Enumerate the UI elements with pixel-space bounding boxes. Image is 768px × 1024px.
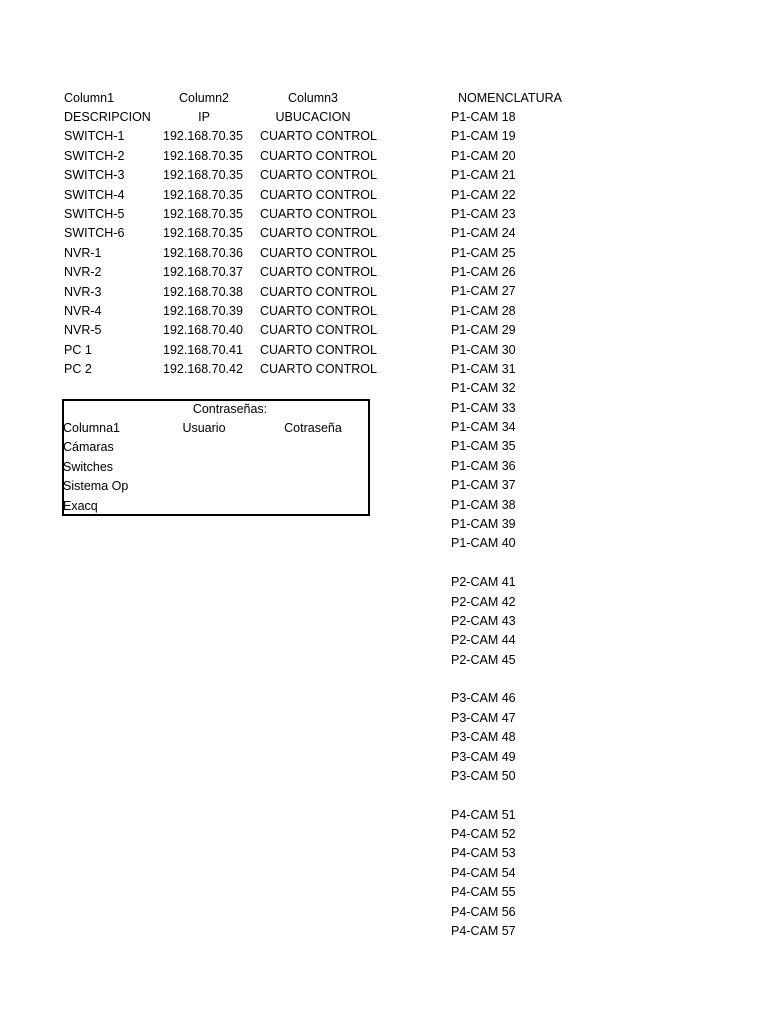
nomenclature-camera-item: P4-CAM 57 <box>451 924 516 938</box>
main-table-location-cell: CUARTO CONTROL <box>260 362 377 376</box>
nomenclature-camera-item: P4-CAM 56 <box>451 905 516 919</box>
main-table-description-cell: PC 2 <box>64 362 92 376</box>
main-table-ip-cell: 192.168.70.38 <box>163 285 243 299</box>
main-table-description-cell: SWITCH-3 <box>64 168 125 182</box>
nomenclature-camera-item: P1-CAM 18 <box>451 110 516 124</box>
main-table-subheader-description-cell: DESCRIPCION <box>64 110 151 124</box>
main-table-location-cell: CUARTO CONTROL <box>260 168 377 182</box>
main-table-ip-cell: 192.168.70.37 <box>163 265 243 279</box>
nomenclature-camera-item: P3-CAM 46 <box>451 691 516 705</box>
passwords-table-header-cotrasena: Cotraseña <box>284 421 342 435</box>
main-table-location-cell: CUARTO CONTROL <box>260 265 377 279</box>
main-table-subheader-ip-cell: IP <box>198 110 210 124</box>
main-table-ip-cell: 192.168.70.39 <box>163 304 243 318</box>
main-table-header-column1: Column1 <box>64 91 115 105</box>
nomenclature-camera-item: P2-CAM 42 <box>451 595 516 609</box>
passwords-table-row-label: Sistema Op <box>63 479 129 493</box>
nomenclature-camera-item: P1-CAM 24 <box>451 226 516 240</box>
passwords-table-header-usuario: Usuario <box>182 421 226 435</box>
nomenclature-camera-item: P1-CAM 29 <box>451 323 516 337</box>
main-table-ip-cell: 192.168.70.40 <box>163 323 243 337</box>
main-table-location-cell: CUARTO CONTROL <box>260 226 377 240</box>
passwords-table-header-columna1: Columna1 <box>63 421 120 435</box>
nomenclature-camera-item: P1-CAM 21 <box>451 168 516 182</box>
main-table-description-cell: NVR-5 <box>64 323 102 337</box>
nomenclature-camera-item: P1-CAM 40 <box>451 536 516 550</box>
main-table-ip-cell: 192.168.70.42 <box>163 362 243 376</box>
nomenclature-camera-item: P1-CAM 36 <box>451 459 516 473</box>
main-table-ip-cell: 192.168.70.41 <box>163 343 243 357</box>
passwords-table-title: Contraseñas: <box>192 402 268 416</box>
nomenclature-camera-item: P1-CAM 27 <box>451 284 516 298</box>
main-table-description-cell: SWITCH-5 <box>64 207 125 221</box>
nomenclature-camera-item: P4-CAM 51 <box>451 808 516 822</box>
main-table-ip-cell: 192.168.70.35 <box>163 149 243 163</box>
main-table-location-cell: CUARTO CONTROL <box>260 343 377 357</box>
nomenclature-camera-item: P1-CAM 38 <box>451 498 516 512</box>
main-table-subheader-location-cell: UBUCACION <box>275 110 351 124</box>
nomenclature-camera-item: P3-CAM 47 <box>451 711 516 725</box>
main-table-description-cell: NVR-3 <box>64 285 102 299</box>
main-table-location-cell: CUARTO CONTROL <box>260 246 377 260</box>
nomenclature-camera-item: P3-CAM 50 <box>451 769 516 783</box>
main-table-ip-cell: 192.168.70.36 <box>163 246 243 260</box>
main-table-ip-cell: 192.168.70.35 <box>163 188 243 202</box>
nomenclature-camera-item: P1-CAM 23 <box>451 207 516 221</box>
nomenclature-header: NOMENCLATURA <box>458 91 562 105</box>
nomenclature-camera-item: P4-CAM 54 <box>451 866 516 880</box>
nomenclature-camera-item: P2-CAM 41 <box>451 575 516 589</box>
nomenclature-camera-item: P1-CAM 30 <box>451 343 516 357</box>
nomenclature-camera-item: P3-CAM 49 <box>451 750 516 764</box>
main-table-location-cell: CUARTO CONTROL <box>260 304 377 318</box>
nomenclature-camera-item: P1-CAM 37 <box>451 478 516 492</box>
main-table-description-cell: NVR-4 <box>64 304 102 318</box>
main-table-description-cell: NVR-1 <box>64 246 102 260</box>
main-table-ip-cell: 192.168.70.35 <box>163 226 243 240</box>
main-table-ip-cell: 192.168.70.35 <box>163 129 243 143</box>
nomenclature-camera-item: P1-CAM 34 <box>451 420 516 434</box>
nomenclature-camera-item: P4-CAM 55 <box>451 885 516 899</box>
main-table-description-cell: PC 1 <box>64 343 92 357</box>
main-table-description-cell: SWITCH-6 <box>64 226 125 240</box>
main-table-location-cell: CUARTO CONTROL <box>260 323 377 337</box>
main-table-header-column3: Column3 <box>287 91 339 105</box>
nomenclature-camera-item: P2-CAM 45 <box>451 653 516 667</box>
main-table-description-cell: SWITCH-4 <box>64 188 125 202</box>
nomenclature-camera-item: P1-CAM 19 <box>451 129 516 143</box>
nomenclature-camera-item: P4-CAM 52 <box>451 827 516 841</box>
nomenclature-camera-item: P2-CAM 44 <box>451 633 516 647</box>
nomenclature-camera-item: P1-CAM 39 <box>451 517 516 531</box>
main-table-location-cell: CUARTO CONTROL <box>260 207 377 221</box>
nomenclature-camera-item: P1-CAM 31 <box>451 362 516 376</box>
main-table-location-cell: CUARTO CONTROL <box>260 285 377 299</box>
passwords-table-row-label: Cámaras <box>63 440 114 454</box>
passwords-table-row-label: Exacq <box>63 499 98 513</box>
nomenclature-camera-item: P1-CAM 26 <box>451 265 516 279</box>
main-table-header-column2: Column2 <box>178 91 230 105</box>
nomenclature-camera-item: P1-CAM 33 <box>451 401 516 415</box>
nomenclature-camera-item: P2-CAM 43 <box>451 614 516 628</box>
main-table-description-cell: SWITCH-1 <box>64 129 125 143</box>
main-table-location-cell: CUARTO CONTROL <box>260 149 377 163</box>
nomenclature-camera-item: P1-CAM 20 <box>451 149 516 163</box>
main-table-description-cell: NVR-2 <box>64 265 102 279</box>
main-table-ip-cell: 192.168.70.35 <box>163 168 243 182</box>
nomenclature-camera-item: P1-CAM 25 <box>451 246 516 260</box>
nomenclature-camera-item: P1-CAM 35 <box>451 439 516 453</box>
nomenclature-camera-item: P3-CAM 48 <box>451 730 516 744</box>
nomenclature-camera-item: P4-CAM 53 <box>451 846 516 860</box>
main-table-location-cell: CUARTO CONTROL <box>260 129 377 143</box>
main-table-ip-cell: 192.168.70.35 <box>163 207 243 221</box>
nomenclature-camera-item: P1-CAM 22 <box>451 188 516 202</box>
passwords-table-row-label: Switches <box>63 460 114 474</box>
main-table-location-cell: CUARTO CONTROL <box>260 188 377 202</box>
main-table-description-cell: SWITCH-2 <box>64 149 125 163</box>
nomenclature-camera-item: P1-CAM 28 <box>451 304 516 318</box>
nomenclature-camera-item: P1-CAM 32 <box>451 381 516 395</box>
